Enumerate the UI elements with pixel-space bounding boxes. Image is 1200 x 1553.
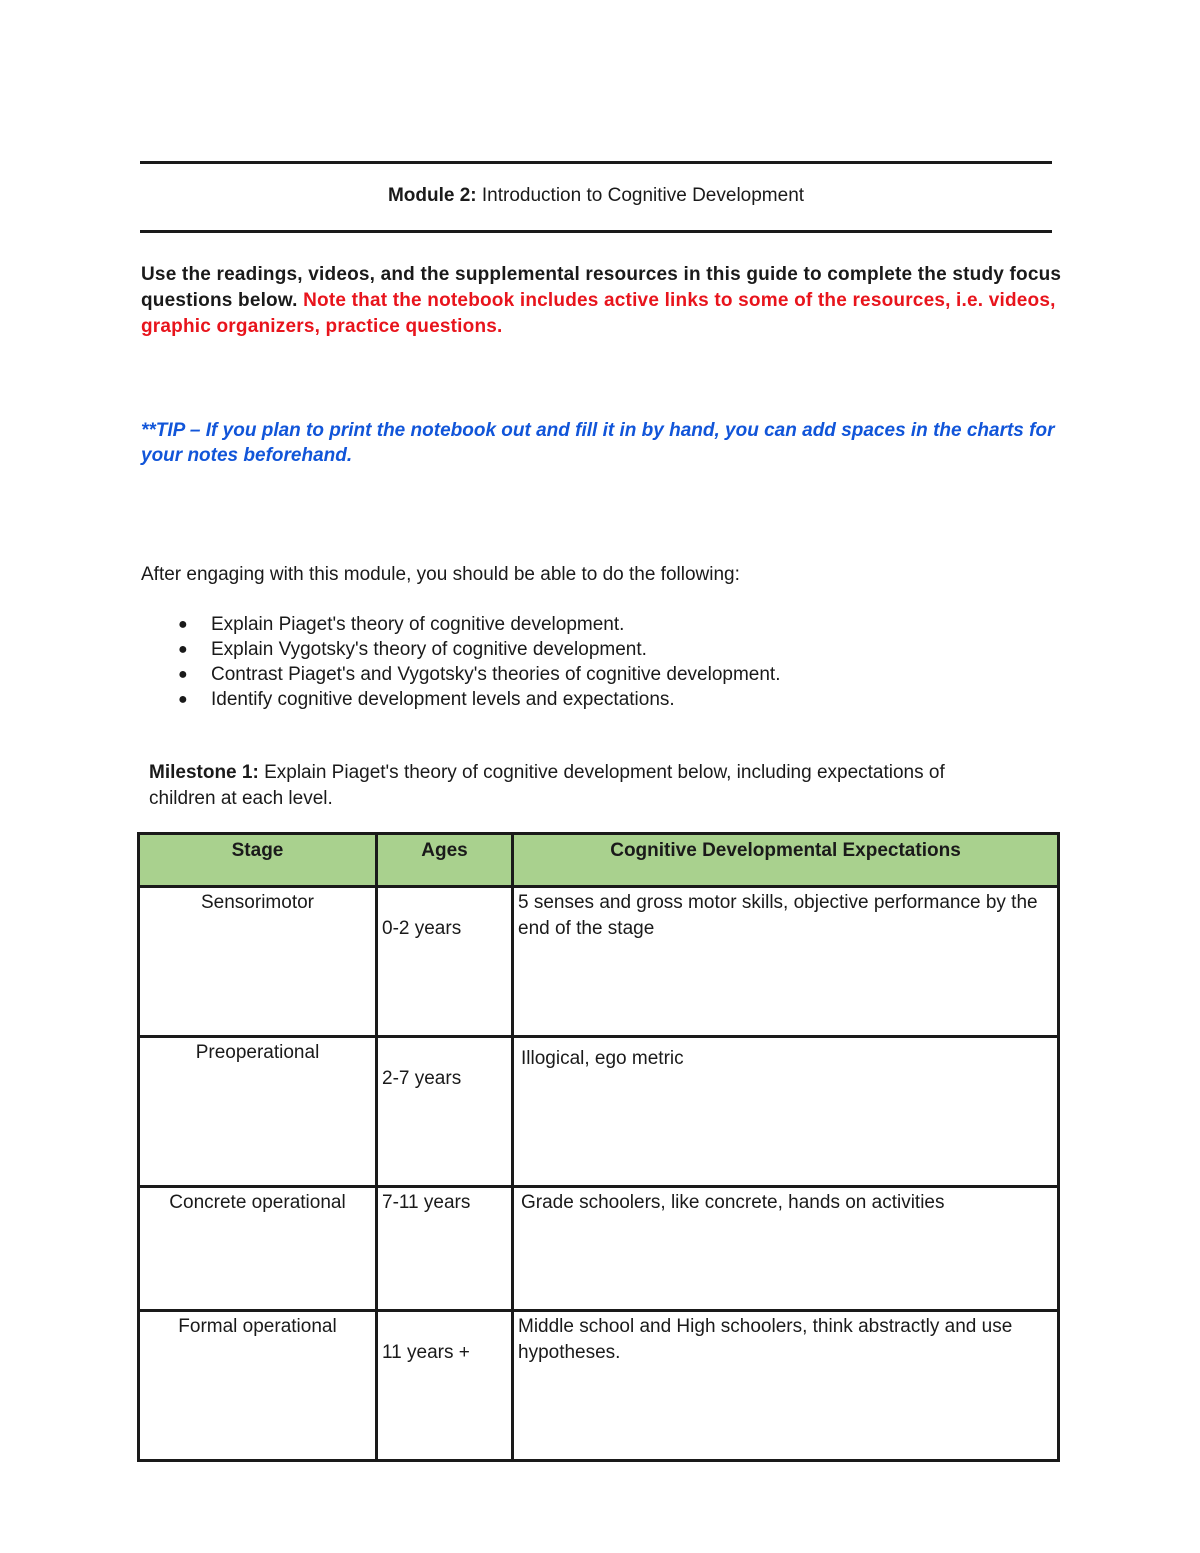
bottom-rule <box>140 230 1052 233</box>
table-row <box>139 887 1059 1037</box>
bullet-icon: ● <box>178 691 188 708</box>
module-title <box>140 184 1052 208</box>
list-item <box>0 612 780 637</box>
expectations-cell[interactable]: Middle school and High schoolers, think abstractly and use hypotheses. <box>513 1311 1059 1461</box>
bullet-icon: ● <box>178 641 188 658</box>
column-header-expectations: Cognitive Developmental Expectations <box>513 834 1059 887</box>
list-item <box>0 662 780 687</box>
list-item <box>0 637 780 662</box>
column-header-stage: Stage <box>139 834 377 887</box>
objective-text: Explain Piaget's theory of cognitive development. <box>211 614 625 635</box>
ages-cell[interactable]: 11 years + <box>377 1311 513 1461</box>
objective-text: Identify cognitive development levels and expectations. <box>211 689 675 710</box>
table-header-row <box>139 834 1059 887</box>
objectives-list <box>0 612 780 712</box>
bullet-icon: ● <box>178 616 188 633</box>
milestone-prompt <box>149 760 949 812</box>
ages-cell[interactable]: 7-11 years <box>377 1187 513 1311</box>
stage-cell: Sensorimotor <box>139 887 377 1037</box>
table-row <box>139 1311 1059 1461</box>
instructions-note: Note that the notebook includes active links to some of the resources, i.e. videos, graphic organizers, practice questions. <box>141 290 1056 337</box>
milestone-label: Milestone 1: <box>149 762 259 783</box>
tip-paragraph: **TIP – If you plan to print the notebook out and fill it in by hand, you can add spaces in the charts for your notes beforehand. <box>141 420 1055 466</box>
column-header-ages: Ages <box>377 834 513 887</box>
top-rule <box>140 161 1052 164</box>
objective-text: Explain Vygotsky's theory of cognitive development. <box>211 639 647 660</box>
instructions-paragraph <box>141 262 1071 340</box>
instructions-main: Use the readings, videos, and the supplemental resources in this guide to complete the study focus questions below. <box>141 264 1062 311</box>
piaget-stages-table <box>137 832 1060 1462</box>
table-row <box>139 1187 1059 1311</box>
stage-cell: Formal operational <box>139 1311 377 1461</box>
module-label: Module 2: <box>387 185 477 206</box>
module-title-text: Introduction to Cognitive Development <box>481 185 805 206</box>
expectations-cell[interactable]: 5 senses and gross motor skills, objective performance by the end of the stage <box>513 887 1059 1037</box>
expectations-cell[interactable]: Grade schoolers, like concrete, hands on activities <box>513 1187 1059 1311</box>
table-row <box>139 1037 1059 1187</box>
stage-cell: Preoperational <box>139 1037 377 1187</box>
stage-cell: Concrete operational <box>139 1187 377 1311</box>
objective-text: Contrast Piaget's and Vygotsky's theories of cognitive development. <box>211 664 781 685</box>
milestone-text: Explain Piaget's theory of cognitive development below, including expectations of children at each level. <box>149 762 945 809</box>
ages-cell[interactable]: 0-2 years <box>377 887 513 1037</box>
objectives-intro: After engaging with this module, you should be able to do the following: <box>141 564 740 585</box>
list-item <box>0 687 780 712</box>
bullet-icon: ● <box>178 666 188 683</box>
expectations-cell[interactable]: Illogical, ego metric <box>513 1037 1059 1187</box>
ages-cell[interactable]: 2-7 years <box>377 1037 513 1187</box>
